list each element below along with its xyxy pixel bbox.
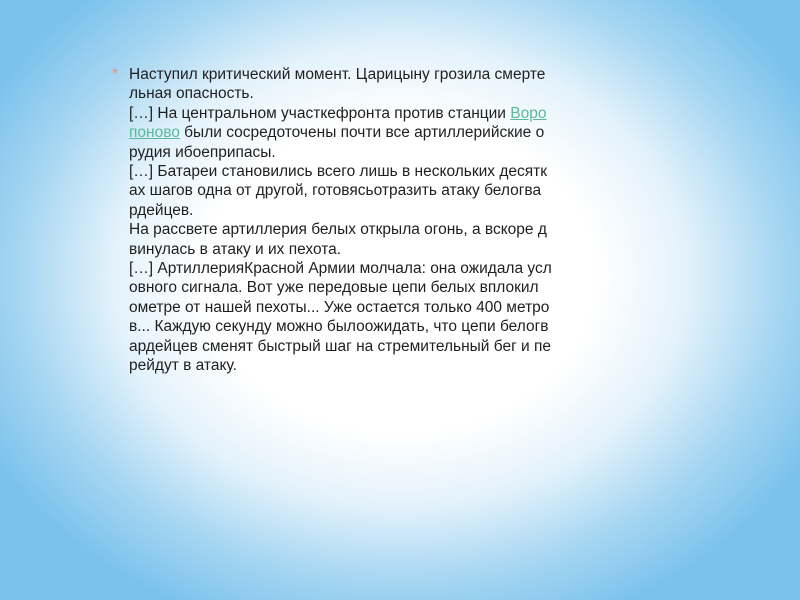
text-line: поново были сосредоточены почти все артиллерийские о <box>129 124 545 142</box>
text-line: ах шагов одна от другой, готовясьотразить атаку белогва <box>129 182 542 200</box>
text-line: […] АртиллерияКрасной Армии молчала: она ожидала усл <box>129 260 552 278</box>
voroponovo-link-continued[interactable]: поново <box>129 124 180 142</box>
text-line: Наступил критический момент. Царицыну грозила смерте <box>129 66 546 83</box>
text-line: рейдут в атаку. <box>129 357 237 375</box>
text-line: […] На центральном участкефронта против станции Воро <box>129 104 547 122</box>
text-line: в... Каждую секунду можно былоожидать, что цепи белогв <box>129 318 549 336</box>
voroponovo-link[interactable]: Воро <box>510 104 547 122</box>
text-line: ардейцев сменят быстрый шаг на стремительный бег и пе <box>129 337 552 355</box>
text-line: льная опасность. <box>129 85 254 103</box>
text-line: На рассвете артиллерия белых открыла огонь, а вскоре д <box>129 221 547 239</box>
body-text <box>129 65 659 376</box>
text-line: […] Батареи становились всего лишь в нескольких десятк <box>129 163 548 181</box>
text-line: рудия ибоеприпасы. <box>129 143 276 161</box>
bullet-asterisk-icon: * <box>112 66 119 83</box>
text-line: рдейцев. <box>129 201 194 219</box>
text-line: винулась в атаку и их пехота. <box>129 240 342 258</box>
text-line: овного сигнала. Вот уже передовые цепи белых вплокил <box>129 279 539 297</box>
text-line: ометре от нашей пехоты... Уже остается только 400 метро <box>129 298 550 316</box>
